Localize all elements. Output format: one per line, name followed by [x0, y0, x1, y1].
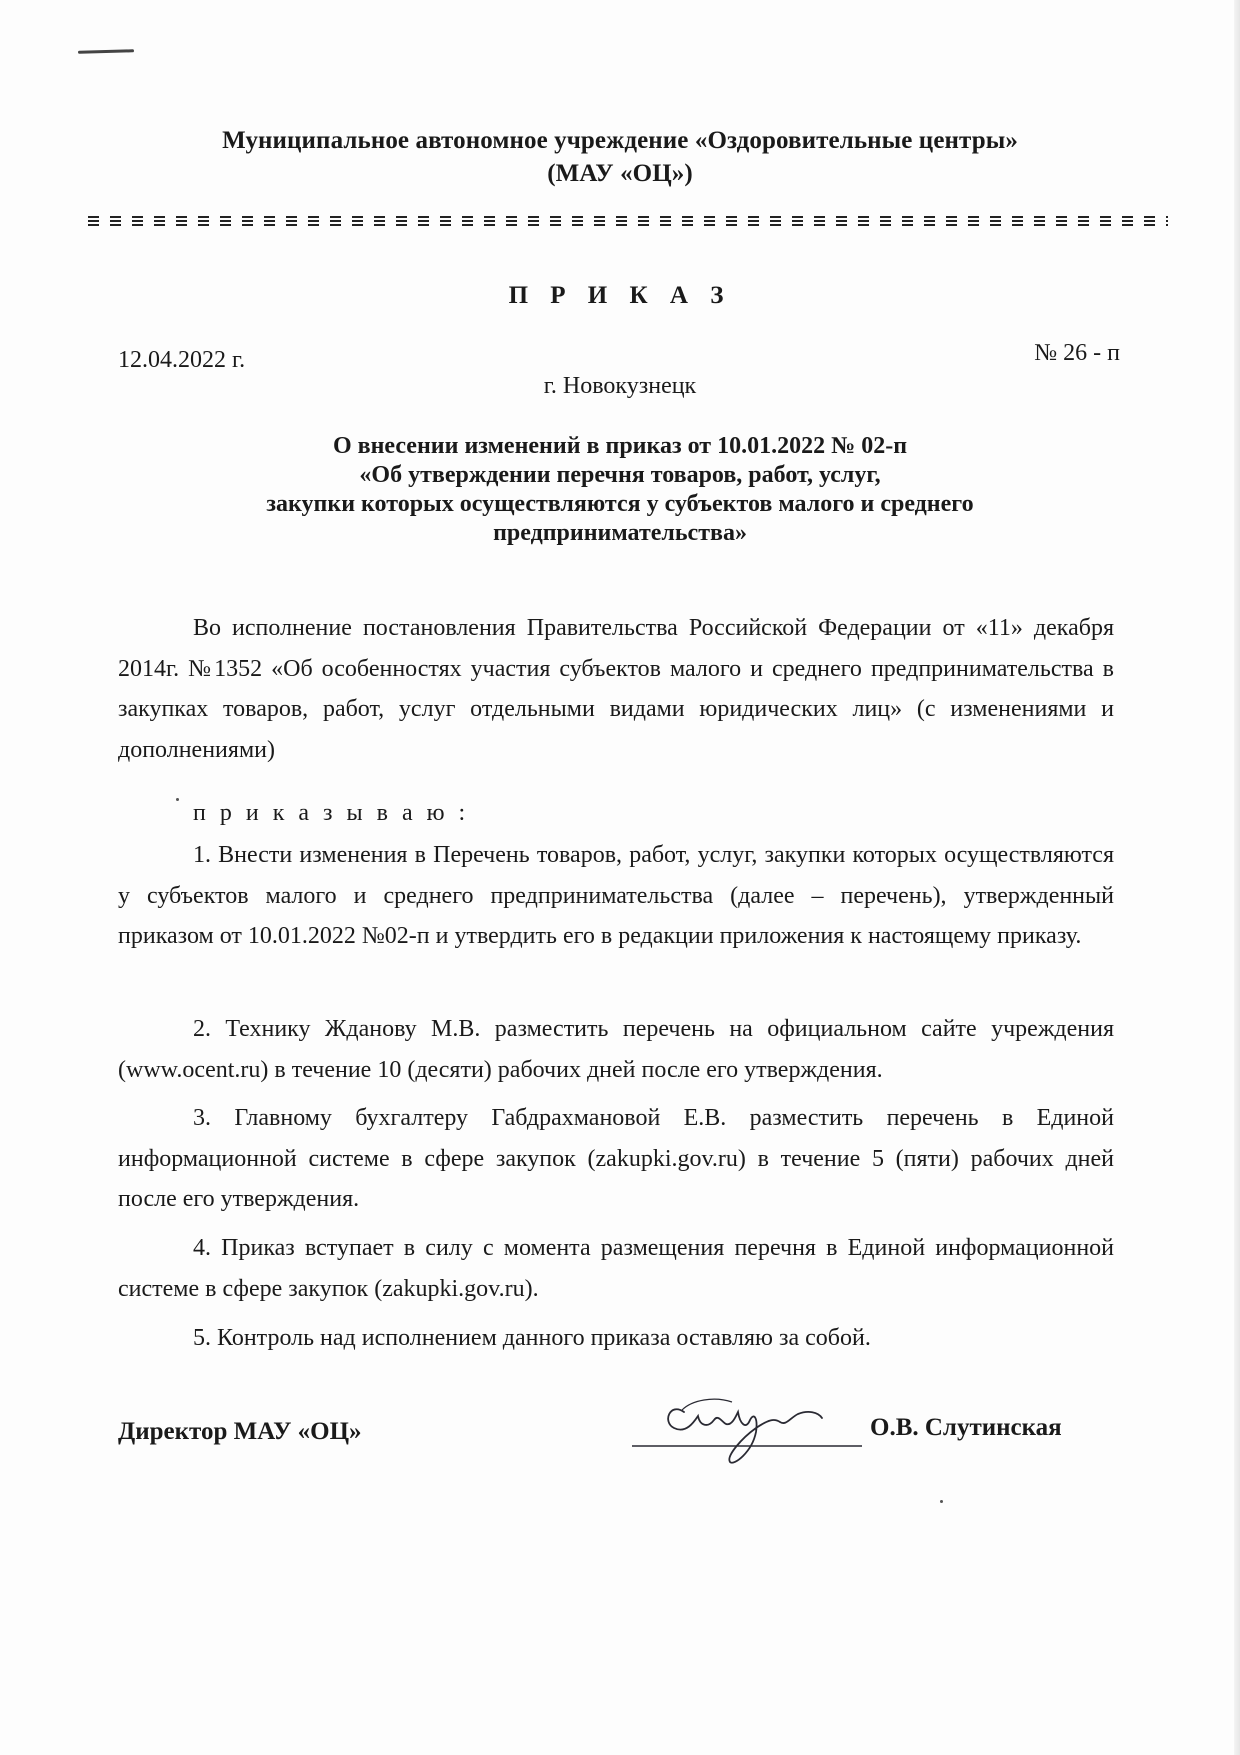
scan-speck	[940, 1500, 943, 1503]
subject-line: О внесении изменений в приказ от 10.01.2022 № 02-п	[332, 433, 908, 459]
order-item: 3. Главному бухгалтеру Габдрахмановой Е.В. разместить перечень в Единой информационной системе в сфере закупок (zakupki.gov.ru) в течение 5 (пяти) рабочих дней после его утверждения.	[118, 1105, 1114, 1212]
order-item: 5. Контроль над исполнением данного приказа оставляю за собой.	[193, 1325, 871, 1351]
order-item: 1. Внести изменения в Перечень товаров, работ, услуг, закупки которых осуществляются у субъектов малого и среднего предпринимательства (далее – перечень), утвержденный приказом от 10.01.2022 №02-п и утвердить его в редакции приложения к настоящему приказу.	[118, 842, 1114, 949]
order-word: п р и к а з ы в а ю :	[193, 800, 470, 826]
intro-paragraph: Во исполнение постановления Правительства Российской Федерации от «11» декабря 2014г. №1352 «Об особенностях участия субъектов малого и среднего предпринимательства в закупках товаров, работ, услуг отдельными видами юридических лиц» (с изменениями и дополнениями)	[118, 615, 1114, 763]
handwritten-signature	[622, 1382, 872, 1472]
subject-line: закупки которых осуществляются у субъектов малого и среднего	[266, 491, 974, 517]
document-date: 12.04.2022 г.	[118, 347, 246, 373]
signatory-position: Директор МАУ «ОЦ»	[118, 1418, 362, 1445]
order-item: 4. Приказ вступает в силу с момента размещения перечня в Единой информационной системе в сфере закупок (zakupki.gov.ru).	[118, 1235, 1114, 1302]
order-item: 2. Технику Жданову М.В. разместить перечень на официальном сайте учреждения (www.ocent.ru) в течение 10 (десяти) рабочих дней после его утверждения.	[118, 1016, 1114, 1083]
scan-speck	[176, 798, 179, 801]
document-number: № 26 - п	[1034, 340, 1120, 366]
subject-line: предпринимательства»	[493, 520, 747, 546]
signatory-name: О.В. Слутинская	[870, 1414, 1062, 1441]
organization-abbreviation: (МАУ «ОЦ»)	[547, 160, 693, 187]
header-divider	[88, 216, 1168, 228]
scan-mark	[78, 49, 134, 53]
scan-edge	[1234, 0, 1240, 1755]
document-subject	[190, 432, 1050, 548]
organization-name: Муниципальное автономное учреждение «Оздоровительные центры»	[222, 127, 1018, 154]
subject-line: «Об утверждении перечня товаров, работ, услуг,	[359, 462, 881, 488]
document-type: П Р И К А З	[508, 282, 732, 309]
document-city: г. Новокузнецк	[543, 373, 697, 399]
